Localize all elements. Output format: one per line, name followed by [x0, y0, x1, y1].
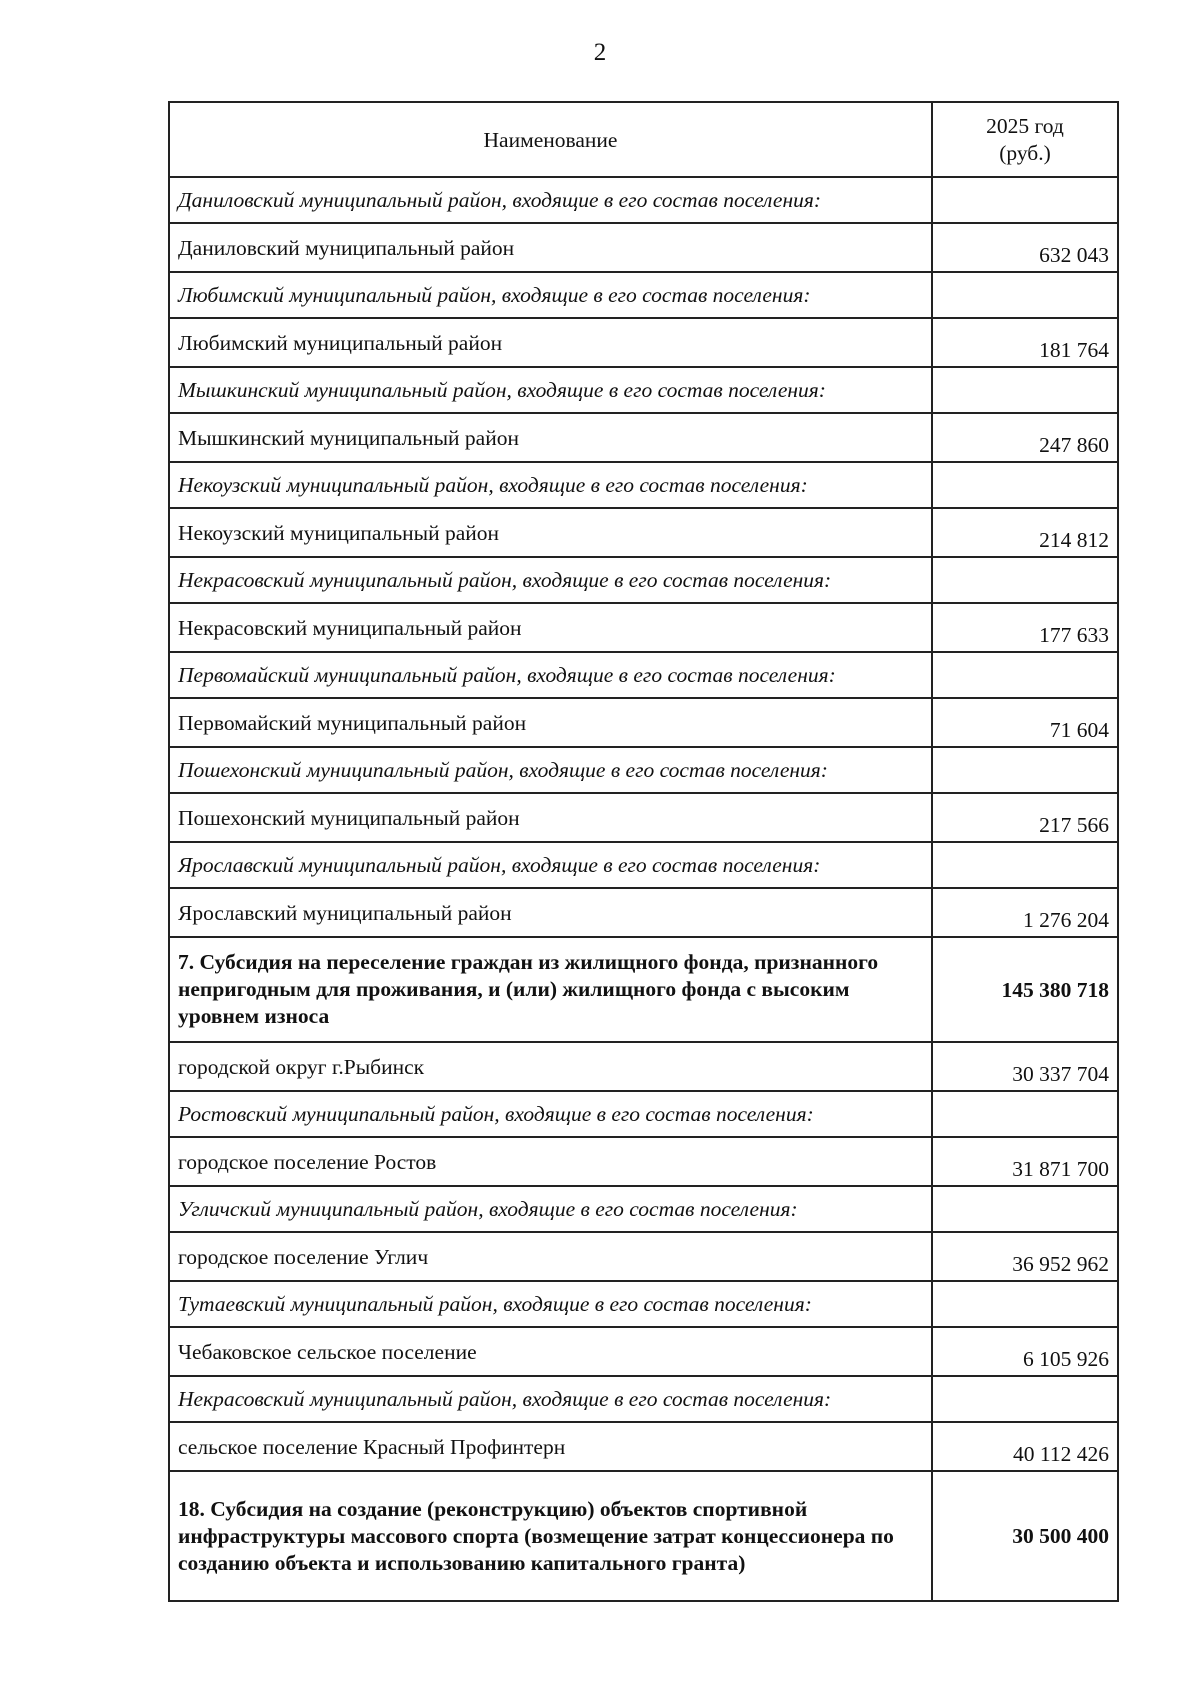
table-row	[169, 1232, 1118, 1281]
table-row	[169, 1327, 1118, 1376]
group-value	[932, 747, 1118, 793]
group-row	[169, 1091, 1118, 1137]
group-row	[169, 367, 1118, 413]
table-row	[169, 223, 1118, 272]
group-value	[932, 177, 1118, 223]
row-value: 30 337 704	[932, 1042, 1118, 1091]
table-row	[169, 413, 1118, 462]
group-row	[169, 557, 1118, 603]
row-name: Чебаковское сельское поселение	[169, 1327, 932, 1376]
group-value	[932, 1091, 1118, 1137]
table-row	[169, 318, 1118, 367]
table-row	[169, 1422, 1118, 1471]
table-header-row	[169, 102, 1118, 177]
group-row	[169, 462, 1118, 508]
group-value	[932, 367, 1118, 413]
group-value	[932, 1376, 1118, 1422]
page-number: 2	[593, 39, 607, 66]
column-header-unit: (руб.)	[999, 140, 1051, 165]
group-name: Некрасовский муниципальный район, входящие в его состав поселения:	[169, 557, 932, 603]
group-row	[169, 1281, 1118, 1327]
row-value: 247 860	[932, 413, 1118, 462]
row-value: 31 871 700	[932, 1137, 1118, 1186]
row-name: Ярославский муниципальный район	[169, 888, 932, 937]
group-value	[932, 842, 1118, 888]
row-name: городское поселение Углич	[169, 1232, 932, 1281]
table-row	[169, 1042, 1118, 1091]
section-title: 18. Субсидия на создание (реконструкцию) объектов спортивной инфраструктуры массового спорта (возмещение затрат концессионера по созданию объекта и использованию капитального гранта)	[169, 1471, 932, 1601]
group-value	[932, 557, 1118, 603]
table-row	[169, 603, 1118, 652]
group-row	[169, 842, 1118, 888]
row-value: 40 112 426	[932, 1422, 1118, 1471]
column-header-name: Наименование	[169, 102, 932, 177]
group-name: Тутаевский муниципальный район, входящие в его состав поселения:	[169, 1281, 932, 1327]
group-name: Угличский муниципальный район, входящие в его состав поселения:	[169, 1186, 932, 1232]
section-title: 7. Субсидия на переселение граждан из жилищного фонда, признанного непригодным для проживания, и (или) жилищного фонда с высоким уровнем износа	[169, 937, 932, 1042]
row-name: Некрасовский муниципальный район	[169, 603, 932, 652]
row-value: 6 105 926	[932, 1327, 1118, 1376]
table-row	[169, 508, 1118, 557]
group-row	[169, 1376, 1118, 1422]
group-name: Любимский муниципальный район, входящие в его состав поселения:	[169, 272, 932, 318]
group-value	[932, 462, 1118, 508]
row-name: Некоузский муниципальный район	[169, 508, 932, 557]
table-row	[169, 888, 1118, 937]
row-name: сельское поселение Красный Профинтерн	[169, 1422, 932, 1471]
row-name: Любимский муниципальный район	[169, 318, 932, 367]
group-row	[169, 177, 1118, 223]
group-name: Пошехонский муниципальный район, входящие в его состав поселения:	[169, 747, 932, 793]
row-value: 181 764	[932, 318, 1118, 367]
group-value	[932, 652, 1118, 698]
section-total: 145 380 718	[932, 937, 1118, 1042]
group-name: Мышкинский муниципальный район, входящие в его состав поселения:	[169, 367, 932, 413]
table-row	[169, 698, 1118, 747]
row-value: 177 633	[932, 603, 1118, 652]
row-value: 632 043	[932, 223, 1118, 272]
row-value: 71 604	[932, 698, 1118, 747]
group-name: Даниловский муниципальный район, входящие в его состав поселения:	[169, 177, 932, 223]
row-value: 217 566	[932, 793, 1118, 842]
group-name: Первомайский муниципальный район, входящие в его состав поселения:	[169, 652, 932, 698]
section-total: 30 500 400	[932, 1471, 1118, 1601]
table-row	[169, 793, 1118, 842]
group-row	[169, 747, 1118, 793]
row-name: городское поселение Ростов	[169, 1137, 932, 1186]
group-row	[169, 652, 1118, 698]
section-row-7	[169, 937, 1118, 1042]
group-value	[932, 1186, 1118, 1232]
group-name: Некоузский муниципальный район, входящие в его состав поселения:	[169, 462, 932, 508]
row-value: 1 276 204	[932, 888, 1118, 937]
table-row	[169, 1137, 1118, 1186]
column-header-value	[932, 102, 1118, 177]
group-name: Некрасовский муниципальный район, входящие в его состав поселения:	[169, 1376, 932, 1422]
row-name: Мышкинский муниципальный район	[169, 413, 932, 462]
row-value: 36 952 962	[932, 1232, 1118, 1281]
group-row	[169, 272, 1118, 318]
column-header-year: 2025 год	[986, 113, 1064, 138]
row-name: Первомайский муниципальный район	[169, 698, 932, 747]
row-name: Пошехонский муниципальный район	[169, 793, 932, 842]
group-value	[932, 272, 1118, 318]
row-name: городской округ г.Рыбинск	[169, 1042, 932, 1091]
group-name: Ростовский муниципальный район, входящие в его состав поселения:	[169, 1091, 932, 1137]
group-row	[169, 1186, 1118, 1232]
group-value	[932, 1281, 1118, 1327]
section-row-18	[169, 1471, 1118, 1601]
row-name: Даниловский муниципальный район	[169, 223, 932, 272]
subsidy-table	[168, 101, 1119, 1602]
group-name: Ярославский муниципальный район, входящие в его состав поселения:	[169, 842, 932, 888]
row-value: 214 812	[932, 508, 1118, 557]
